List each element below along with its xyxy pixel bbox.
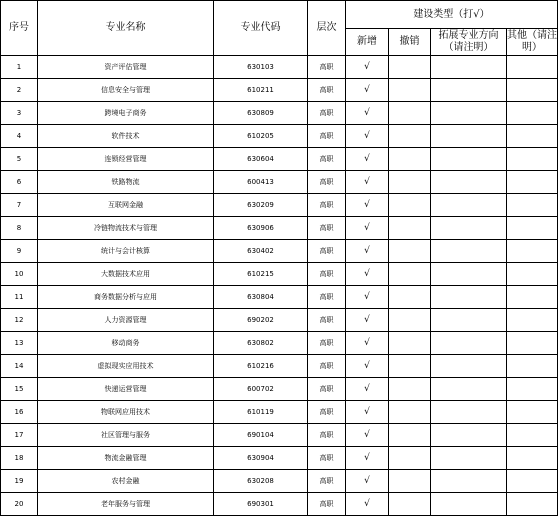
cell-major-name: 老年服务与管理 <box>38 493 214 516</box>
table-row <box>1 309 558 332</box>
cell-major-name: 跨境电子商务 <box>38 102 214 125</box>
cell-major-name: 虚拟现实应用技术 <box>38 355 214 378</box>
cell-major-code: 630904 <box>214 447 308 470</box>
cell-major-name: 移动商务 <box>38 332 214 355</box>
header-build-type: 建设类型（打√） <box>346 1 558 29</box>
cell-level: 高职 <box>308 447 346 470</box>
cell-cancel <box>389 447 431 470</box>
cell-cancel <box>389 102 431 125</box>
cell-other <box>507 217 558 240</box>
header-expand: 拓展专业方向（请注明） <box>431 29 507 56</box>
cell-cancel <box>389 378 431 401</box>
cell-major-code: 630604 <box>214 148 308 171</box>
cell-other <box>507 470 558 493</box>
cell-new-check: √ <box>346 286 389 309</box>
cell-new-check: √ <box>346 493 389 516</box>
table-row <box>1 493 558 516</box>
cell-major-name: 物联网应用技术 <box>38 401 214 424</box>
cell-major-name: 连锁经营管理 <box>38 148 214 171</box>
header-major-code: 专业代码 <box>214 1 308 56</box>
cell-cancel <box>389 194 431 217</box>
cell-new-check: √ <box>346 240 389 263</box>
cell-expand <box>431 309 507 332</box>
table-row <box>1 401 558 424</box>
cell-expand <box>431 493 507 516</box>
cell-major-code: 600702 <box>214 378 308 401</box>
cell-major-code: 630209 <box>214 194 308 217</box>
cell-index: 14 <box>1 355 38 378</box>
cell-major-code: 690202 <box>214 309 308 332</box>
cell-new-check: √ <box>346 56 389 79</box>
cell-level: 高职 <box>308 217 346 240</box>
cell-other <box>507 263 558 286</box>
table-row <box>1 79 558 102</box>
cell-expand <box>431 401 507 424</box>
cell-major-name: 快递运营管理 <box>38 378 214 401</box>
cell-major-code: 690301 <box>214 493 308 516</box>
cell-cancel <box>389 286 431 309</box>
cell-index: 1 <box>1 56 38 79</box>
cell-expand <box>431 470 507 493</box>
header-row-1 <box>1 1 558 29</box>
cell-cancel <box>389 125 431 148</box>
cell-new-check: √ <box>346 217 389 240</box>
cell-major-name: 信息安全与管理 <box>38 79 214 102</box>
cell-index: 17 <box>1 424 38 447</box>
cell-new-check: √ <box>346 378 389 401</box>
cell-cancel <box>389 424 431 447</box>
cell-level: 高职 <box>308 194 346 217</box>
table-row <box>1 148 558 171</box>
cell-major-name: 统计与会计核算 <box>38 240 214 263</box>
cell-cancel <box>389 148 431 171</box>
cell-level: 高职 <box>308 263 346 286</box>
cell-cancel <box>389 217 431 240</box>
table-row <box>1 378 558 401</box>
cell-level: 高职 <box>308 401 346 424</box>
table-row <box>1 286 558 309</box>
cell-other <box>507 355 558 378</box>
cell-other <box>507 401 558 424</box>
cell-expand <box>431 148 507 171</box>
cell-new-check: √ <box>346 194 389 217</box>
cell-major-name: 冷链物流技术与管理 <box>38 217 214 240</box>
cell-expand <box>431 424 507 447</box>
cell-new-check: √ <box>346 263 389 286</box>
cell-expand <box>431 286 507 309</box>
cell-other <box>507 424 558 447</box>
cell-expand <box>431 447 507 470</box>
cell-major-code: 610216 <box>214 355 308 378</box>
cell-major-name: 大数据技术应用 <box>38 263 214 286</box>
table-row <box>1 56 558 79</box>
cell-cancel <box>389 79 431 102</box>
cell-level: 高职 <box>308 56 346 79</box>
cell-level: 高职 <box>308 79 346 102</box>
cell-major-code: 610215 <box>214 263 308 286</box>
cell-expand <box>431 378 507 401</box>
cell-expand <box>431 217 507 240</box>
cell-new-check: √ <box>346 125 389 148</box>
header-major-name: 专业名称 <box>38 1 214 56</box>
cell-cancel <box>389 355 431 378</box>
cell-index: 8 <box>1 217 38 240</box>
cell-level: 高职 <box>308 424 346 447</box>
cell-index: 6 <box>1 171 38 194</box>
cell-expand <box>431 240 507 263</box>
cell-cancel <box>389 332 431 355</box>
cell-major-code: 610211 <box>214 79 308 102</box>
cell-major-code: 630906 <box>214 217 308 240</box>
cell-major-name: 商务数据分析与应用 <box>38 286 214 309</box>
cell-other <box>507 56 558 79</box>
cell-cancel <box>389 401 431 424</box>
cell-major-name: 农村金融 <box>38 470 214 493</box>
cell-cancel <box>389 240 431 263</box>
table-row <box>1 355 558 378</box>
cell-index: 5 <box>1 148 38 171</box>
cell-level: 高职 <box>308 470 346 493</box>
cell-major-code: 610205 <box>214 125 308 148</box>
cell-major-code: 610119 <box>214 401 308 424</box>
cell-level: 高职 <box>308 355 346 378</box>
cell-cancel <box>389 470 431 493</box>
table-row <box>1 470 558 493</box>
cell-other <box>507 240 558 263</box>
cell-level: 高职 <box>308 378 346 401</box>
cell-other <box>507 194 558 217</box>
cell-expand <box>431 102 507 125</box>
cell-cancel <box>389 493 431 516</box>
cell-major-code: 690104 <box>214 424 308 447</box>
cell-new-check: √ <box>346 79 389 102</box>
cell-index: 9 <box>1 240 38 263</box>
cell-index: 7 <box>1 194 38 217</box>
cell-level: 高职 <box>308 332 346 355</box>
cell-major-name: 物流金融管理 <box>38 447 214 470</box>
table-row <box>1 194 558 217</box>
header-other: 其他（请注明） <box>507 29 558 56</box>
cell-other <box>507 286 558 309</box>
cell-level: 高职 <box>308 309 346 332</box>
cell-expand <box>431 263 507 286</box>
table-row <box>1 102 558 125</box>
cell-level: 高职 <box>308 125 346 148</box>
cell-cancel <box>389 309 431 332</box>
cell-major-name: 人力资源管理 <box>38 309 214 332</box>
cell-major-name: 铁路物流 <box>38 171 214 194</box>
cell-other <box>507 79 558 102</box>
cell-new-check: √ <box>346 447 389 470</box>
cell-major-name: 社区管理与服务 <box>38 424 214 447</box>
cell-other <box>507 125 558 148</box>
cell-major-code: 630804 <box>214 286 308 309</box>
cell-expand <box>431 125 507 148</box>
cell-level: 高职 <box>308 171 346 194</box>
cell-cancel <box>389 263 431 286</box>
cell-index: 10 <box>1 263 38 286</box>
cell-major-code: 600413 <box>214 171 308 194</box>
cell-major-code: 630402 <box>214 240 308 263</box>
cell-major-code: 630103 <box>214 56 308 79</box>
cell-new-check: √ <box>346 309 389 332</box>
cell-new-check: √ <box>346 424 389 447</box>
cell-new-check: √ <box>346 355 389 378</box>
cell-major-code: 630208 <box>214 470 308 493</box>
cell-index: 18 <box>1 447 38 470</box>
cell-level: 高职 <box>308 493 346 516</box>
table-row <box>1 447 558 470</box>
cell-index: 20 <box>1 493 38 516</box>
cell-other <box>507 102 558 125</box>
table-row <box>1 217 558 240</box>
table-row <box>1 125 558 148</box>
cell-level: 高职 <box>308 102 346 125</box>
cell-other <box>507 148 558 171</box>
cell-major-code: 630802 <box>214 332 308 355</box>
cell-new-check: √ <box>346 401 389 424</box>
header-new: 新增 <box>346 29 389 56</box>
cell-other <box>507 378 558 401</box>
cell-index: 4 <box>1 125 38 148</box>
cell-index: 11 <box>1 286 38 309</box>
cell-other <box>507 447 558 470</box>
header-index: 序号 <box>1 1 38 56</box>
table-row <box>1 332 558 355</box>
cell-index: 19 <box>1 470 38 493</box>
cell-new-check: √ <box>346 470 389 493</box>
cell-expand <box>431 56 507 79</box>
cell-cancel <box>389 171 431 194</box>
cell-level: 高职 <box>308 286 346 309</box>
cell-other <box>507 493 558 516</box>
cell-new-check: √ <box>346 332 389 355</box>
cell-other <box>507 332 558 355</box>
cell-index: 3 <box>1 102 38 125</box>
header-level: 层次 <box>308 1 346 56</box>
cell-expand <box>431 79 507 102</box>
cell-index: 16 <box>1 401 38 424</box>
cell-expand <box>431 332 507 355</box>
cell-major-code: 630809 <box>214 102 308 125</box>
table-body <box>1 56 558 516</box>
table-row <box>1 263 558 286</box>
table-row <box>1 240 558 263</box>
table-row <box>1 424 558 447</box>
cell-index: 12 <box>1 309 38 332</box>
cell-major-name: 互联网金融 <box>38 194 214 217</box>
cell-expand <box>431 194 507 217</box>
cell-major-name: 资产评估管理 <box>38 56 214 79</box>
cell-expand <box>431 355 507 378</box>
cell-index: 15 <box>1 378 38 401</box>
cell-cancel <box>389 56 431 79</box>
cell-other <box>507 171 558 194</box>
cell-new-check: √ <box>346 102 389 125</box>
header-cancel: 撤销 <box>389 29 431 56</box>
cell-new-check: √ <box>346 148 389 171</box>
cell-index: 2 <box>1 79 38 102</box>
cell-level: 高职 <box>308 148 346 171</box>
cell-new-check: √ <box>346 171 389 194</box>
cell-index: 13 <box>1 332 38 355</box>
cell-other <box>507 309 558 332</box>
cell-major-name: 软件技术 <box>38 125 214 148</box>
cell-expand <box>431 171 507 194</box>
table-row <box>1 171 558 194</box>
cell-level: 高职 <box>308 240 346 263</box>
